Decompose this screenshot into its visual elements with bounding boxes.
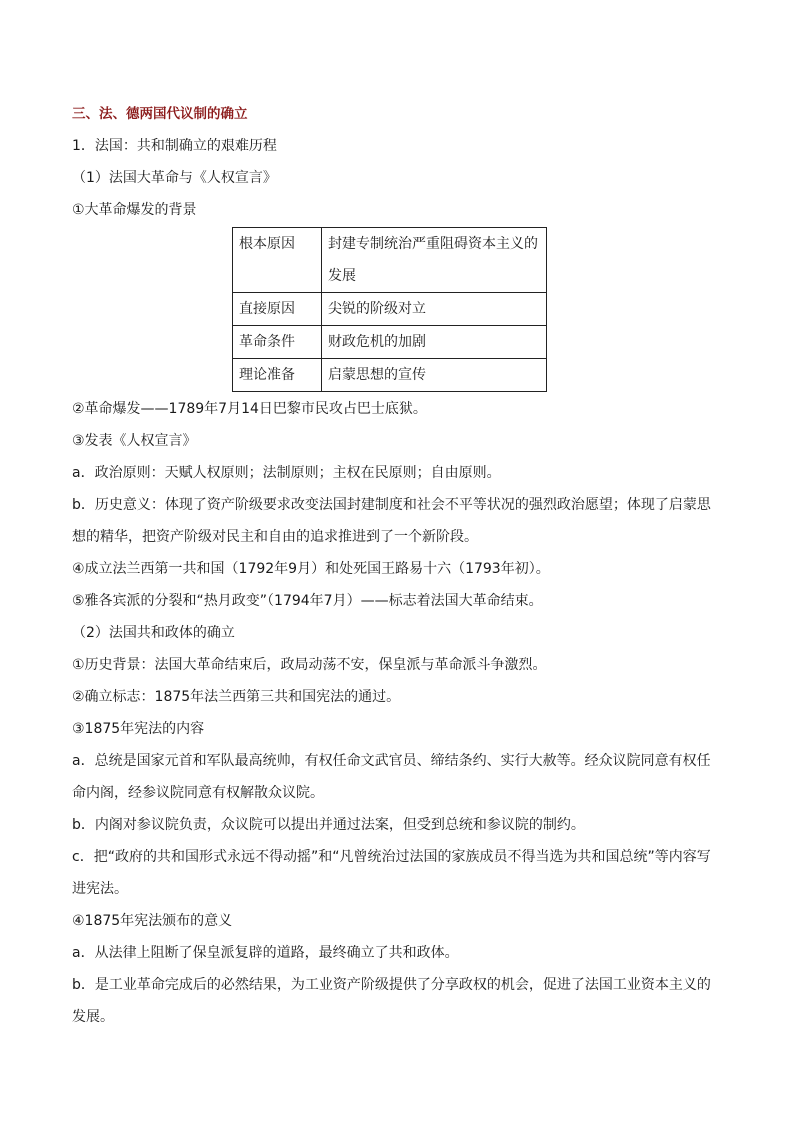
republic-background: ①历史背景：法国大革命结束后，政局动荡不安，保皇派与革命派斗争激烈。 xyxy=(72,657,547,673)
subheading-republic: （2）法国共和政体的确立 xyxy=(72,625,235,641)
table-value: 启蒙思想的宣传 xyxy=(322,359,547,392)
table-key: 革命条件 xyxy=(233,326,322,359)
table-key: 直接原因 xyxy=(233,293,322,326)
item-background: ①大革命爆发的背景 xyxy=(72,202,197,218)
constitution-content-b: b．内阁对参议院负责，众议院可以提出并通过法案，但受到总统和参议院的制约。 xyxy=(72,817,585,833)
table-key: 根本原因 xyxy=(233,228,322,293)
constitution-significance-b: b．是工业革命完成后的必然结果，为工业资产阶级提供了分享政权的机会，促进了法国工业资本主义的发展。 xyxy=(72,977,711,1025)
declaration-significance: b．历史意义：体现了资产阶级要求改变法国封建制度和社会不平等状况的强烈政治愿望；体现了启蒙思想的精华，把资产阶级对民主和自由的追求推进到了一个新阶段。 xyxy=(72,497,711,545)
table-row xyxy=(233,326,547,359)
section-title: 三、法、德两国代议制的确立 xyxy=(72,106,248,122)
constitution-content-a: a．总统是国家元首和军队最高统帅，有权任命文武官员、缔结条约、实行大赦等。经众议院同意有权任命内阁，经参议院同意有权解散众议院。 xyxy=(72,753,711,801)
table-row xyxy=(233,293,547,326)
constitution-content-c: c．把“政府的共和国形式永远不得动摇”和“凡曾统治过法国的家族成员不得当选为共和国总统”等内容写进宪法。 xyxy=(72,849,711,897)
table-key: 理论准备 xyxy=(233,359,322,392)
subheading-france: 1．法国：共和制确立的艰难历程 xyxy=(72,138,277,154)
item-thermidor: ⑤雅各宾派的分裂和“热月政变”（1794年7月）——标志着法国大革命结束。 xyxy=(72,593,543,609)
constitution-content: ③1875年宪法的内容 xyxy=(72,721,205,737)
table-row xyxy=(233,228,547,293)
item-first-republic: ④成立法兰西第一共和国（1792年9月）和处死国王路易十六（1793年初）。 xyxy=(72,561,550,577)
constitution-significance: ④1875年宪法颁布的意义 xyxy=(72,913,233,929)
republic-sign: ②确立标志：1875年法兰西第三共和国宪法的通过。 xyxy=(72,689,401,705)
declaration-principles: a．政治原则：天赋人权原则；法制原则；主权在民原则；自由原则。 xyxy=(72,465,501,481)
document-body xyxy=(72,98,724,1033)
table-value: 封建专制统治严重阻碍资本主义的发展 xyxy=(322,228,547,293)
table-value: 财政危机的加剧 xyxy=(322,326,547,359)
item-outbreak: ②革命爆发——1789年7月14日巴黎市民攻占巴士底狱。 xyxy=(72,401,427,417)
table-value: 尖锐的阶级对立 xyxy=(322,293,547,326)
constitution-significance-a: a．从法律上阻断了保皇派复辟的道路，最终确立了共和政体。 xyxy=(72,945,459,961)
subheading-revolution: （1）法国大革命与《人权宣言》 xyxy=(72,170,277,186)
item-declaration: ③发表《人权宣言》 xyxy=(72,433,197,449)
table-row xyxy=(233,359,547,392)
background-table xyxy=(232,227,547,392)
